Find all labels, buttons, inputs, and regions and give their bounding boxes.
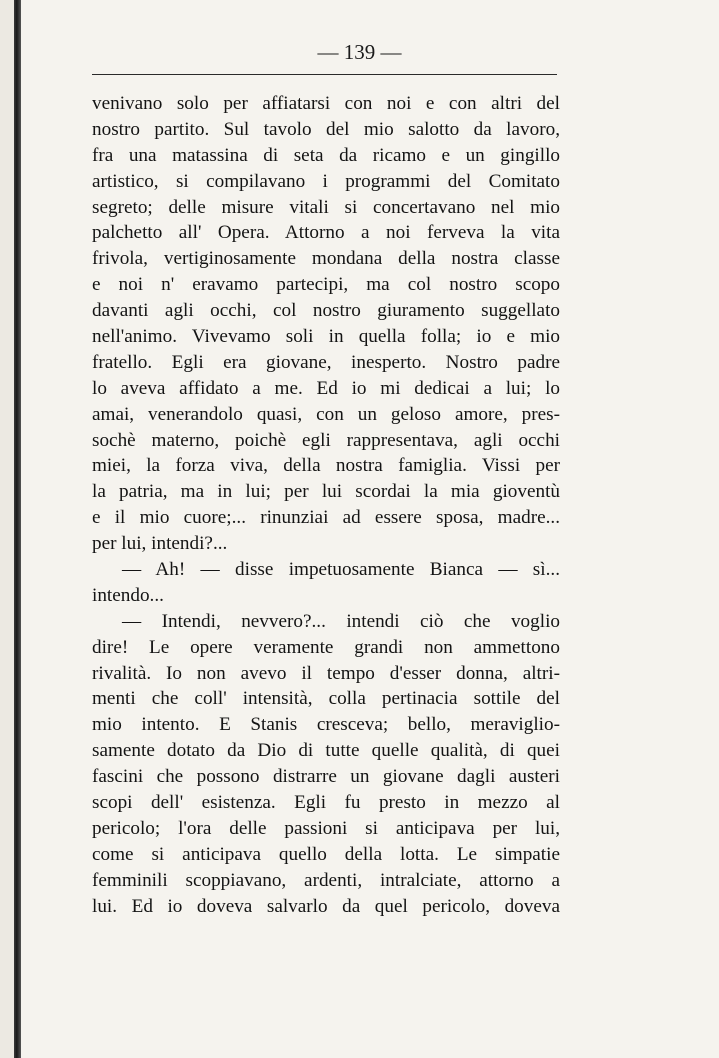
text-line: menti che coll' intensità, colla pertinacia sottile del (92, 688, 560, 710)
text-line: dire! Le opere veramente grandi non ammettono (92, 636, 560, 658)
text-line: lui. Ed io doveva salvarlo da quel pericolo, doveva (92, 895, 560, 917)
text-line: amai, venerandolo quasi, con un geloso amore, pres- (92, 403, 560, 425)
text-line: fra una matassina di seta da ricamo e un gingillo (92, 144, 560, 166)
text-line: — Intendi, nevvero?... intendi ciò che voglio (122, 610, 560, 632)
text-line: sochè materno, poichè egli rappresentava, agli occhi (92, 429, 560, 451)
text-line: intendo... (92, 584, 164, 606)
body-text (92, 91, 560, 920)
text-line: fratello. Egli era giovane, inesperto. Nostro padre (92, 351, 560, 373)
header-rule (92, 74, 557, 75)
text-line: miei, la forza viva, della nostra famiglia. Vissi per (92, 455, 560, 477)
text-line: samente dotato da Dio di tutte quelle qualità, di quei (92, 740, 560, 762)
text-line: per lui, intendi?... (92, 533, 228, 555)
text-line: palchetto all' Opera. Attorno a noi ferveva la vita (92, 222, 560, 244)
text-line: segreto; delle misure vitali si concertavano nel mio (92, 196, 560, 218)
text-line: lo aveva affidato a me. Ed io mi dedicai a lui; lo (92, 377, 560, 399)
text-line: venivano solo per affiatarsi con noi e con altri del (92, 93, 560, 114)
text-line: e noi n' eravamo partecipi, ma col nostro scopo (92, 274, 560, 296)
text-line: come si anticipava quello della lotta. Le simpatie (92, 843, 560, 865)
text-line: — Ah! — disse impetuosamente Bianca — sì... (122, 559, 560, 581)
binding-edge (14, 0, 21, 1058)
text-line: artistico, si compilavano i programmi del Comitato (92, 170, 560, 192)
text-line: pericolo; l'ora delle passioni si anticipava per lui, (92, 817, 560, 839)
page-number: — 139 — (317, 40, 402, 64)
text-line: mio intento. E Stanis cresceva; bello, meraviglio- (92, 714, 560, 736)
text-line: la patria, ma in lui; per lui scordai la mia gioventù (92, 481, 560, 503)
text-line: femminili scoppiavano, ardenti, intralciate, attorno a (92, 869, 560, 891)
text-line: nostro partito. Sul tavolo del mio salotto da lavoro, (92, 118, 560, 140)
text-line: e il mio cuore;... rinunziai ad essere sposa, madre... (92, 507, 560, 529)
page-margin-shadow (0, 0, 14, 1058)
text-line: davanti agli occhi, col nostro giuramento suggellato (92, 300, 560, 322)
text-line: scopi dell' esistenza. Egli fu presto in mezzo al (92, 792, 560, 814)
text-line: frivola, vertiginosamente mondana della nostra classe (92, 248, 560, 270)
text-line: rivalità. Io non avevo il tempo d'esser donna, altri- (92, 662, 560, 684)
text-line: fascini che possono distrarre un giovane dagli austeri (92, 766, 560, 788)
text-line: nell'animo. Vivevamo soli in quella folla; io e mio (92, 326, 560, 348)
